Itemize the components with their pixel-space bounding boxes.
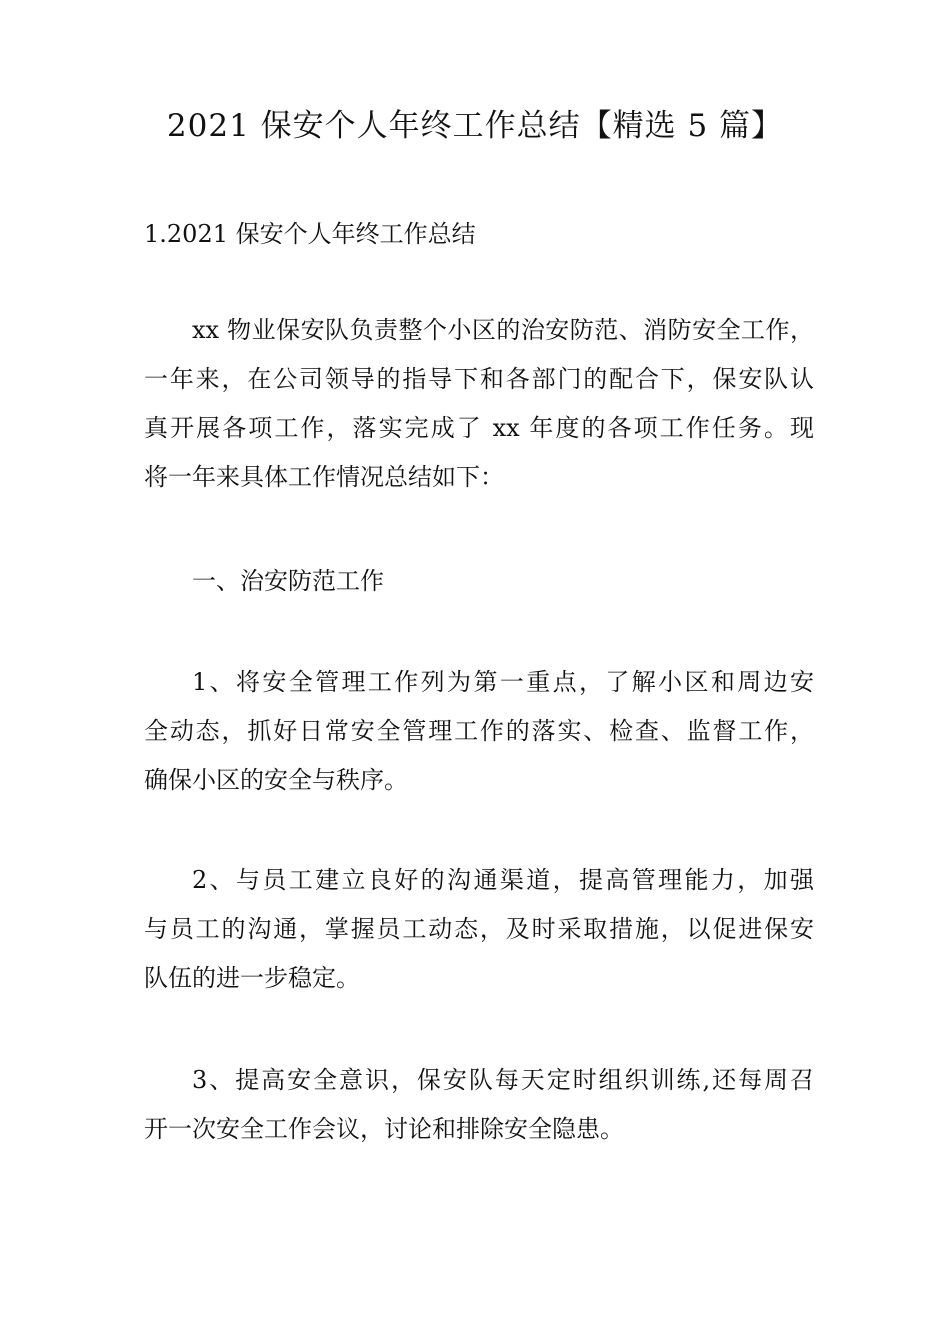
- paragraph-item-1: [144, 658, 814, 805]
- paragraph-line: 一年来，在公司领导的指导下和各部门的配合下，保安队认: [144, 365, 814, 393]
- paragraph-line: 1、将安全管理工作列为第一重点，了解小区和周边安: [192, 668, 814, 696]
- document-title: 2021 保安个人年终工作总结【精选 5 篇】: [166, 108, 784, 144]
- paragraph-line: xx 物业保安队负责整个小区的治安防范、消防安全工作，: [192, 316, 814, 344]
- paragraph-line: 将一年来具体工作情况总结如下：: [144, 463, 504, 491]
- paragraph-line: 真开展各项工作，落实完成了 xx 年度的各项工作任务。现: [144, 414, 814, 442]
- paragraph-item-3: [144, 1056, 814, 1154]
- paragraph-line: 3、提高安全意识，保安队每天定时组织训练,还每周召: [192, 1066, 814, 1094]
- paragraph-item-2: [144, 856, 814, 1003]
- paragraph-line: 确保小区的安全与秩序。: [144, 766, 408, 794]
- paragraph-intro: [144, 306, 814, 502]
- section-heading: 1.2021 保安个人年终工作总结: [144, 220, 476, 248]
- paragraph-line: 全动态，抓好日常安全管理工作的落实、检查、监督工作，: [144, 717, 814, 745]
- paragraph-heading-security: [144, 557, 814, 606]
- paragraph-line: 一、治安防范工作: [192, 567, 384, 595]
- paragraph-line: 与员工的沟通，掌握员工动态，及时采取措施，以促进保安: [144, 915, 814, 943]
- paragraph-line: 开一次安全工作会议，讨论和排除安全隐患。: [144, 1115, 624, 1143]
- paragraph-line: 2、与员工建立良好的沟通渠道，提高管理能力，加强: [192, 866, 814, 894]
- paragraph-line: 队伍的进一步稳定。: [144, 964, 360, 992]
